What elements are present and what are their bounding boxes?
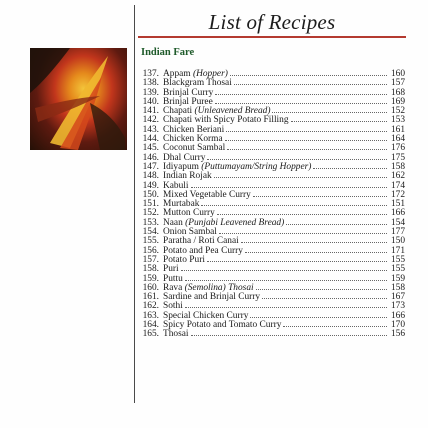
dot-leader [207,261,387,262]
recipe-number: 148. [142,171,159,182]
recipe-note: (Semolina) Thosai [184,282,254,293]
recipe-page-number: 154 [390,217,405,228]
recipe-number: 137. [142,69,159,79]
recipe-page-number: 176 [390,143,405,154]
recipe-number: 155. [142,236,159,247]
dot-leader [185,280,387,281]
recipe-title: Onion Sambal [163,227,217,238]
recipe-note: (Puttumayam/String Hopper) [201,161,312,172]
dot-leader [217,214,387,215]
recipe-title: Coconut Sambal [163,143,226,154]
dot-leader [250,317,387,318]
recipe-number: 159. [142,273,159,284]
recipe-title: Paratha / Roti Canai [163,236,239,247]
dot-leader [241,242,387,243]
recipe-page-number: 170 [390,320,405,331]
recipe-number: 140. [142,96,159,107]
recipe-page-number: 166 [390,208,405,219]
recipe-page-number: 157 [390,78,405,89]
recipe-number: 141. [142,106,159,117]
recipe-number: 153. [142,217,159,228]
recipe-number: 142. [142,115,159,126]
dot-leader [214,177,387,178]
recipe-number: 165. [142,329,159,340]
recipe-number: 139. [142,87,159,98]
recipe-title: Potato Puri [163,254,205,265]
recipe-title: Puttu [163,273,183,284]
recipe-title: Sothi [163,301,183,312]
recipe-page-number: 162 [390,171,405,182]
flower-photo [30,48,127,150]
recipe-page-number: 160 [390,69,405,79]
recipe-page-number: 159 [390,273,405,284]
recipe-page-number: 164 [390,134,405,145]
recipe-note: (Unleavened Bread) [194,106,271,117]
recipe-page-number: 156 [390,329,405,340]
recipe-number: 151. [142,199,159,210]
dot-leader [234,84,387,85]
dot-leader [191,335,387,336]
recipe-title: Potato and Pea Curry [163,245,243,256]
recipe-number: 152. [142,208,159,219]
dot-leader [230,75,387,76]
recipe-list [137,70,405,340]
dot-leader [207,159,387,160]
recipe-number: 154. [142,227,159,238]
recipe-title: Kabuli [163,180,189,191]
recipe-title: Puri [163,264,179,275]
dot-leader [215,103,387,104]
recipe-page-number: 173 [390,301,405,312]
dot-leader [191,187,387,188]
dot-leader [253,196,387,197]
recipe-title: Dhal Curry [163,152,206,163]
dot-leader [215,94,387,95]
recipe-title: Thosai [163,329,189,340]
recipe-page-number: 155 [390,264,405,275]
recipe-note: (Hopper) [192,69,228,79]
recipe-title: Murtabak [163,199,200,210]
recipe-number: 156. [142,245,159,256]
recipe-page-number: 174 [390,180,405,191]
dot-leader [219,233,387,234]
recipe-page-number: 152 [390,106,405,117]
recipe-title: Brinjal Curry [163,87,214,98]
recipe-page-number: 158 [390,161,405,172]
recipe-title: Chapati with Spicy Potato Filling [163,115,289,126]
recipe-page-number: 167 [390,292,405,303]
recipe-number: 162. [142,301,159,312]
recipe-page-number: 153 [390,115,405,126]
recipe-title: Brinjal Puree [163,96,213,107]
recipe-title: Chapati [163,106,193,117]
recipe-page-number: 155 [390,254,405,265]
recipe-title: Spicy Potato and Tomato Curry [163,320,282,331]
recipe-page-number: 171 [390,245,405,256]
dot-leader [291,121,387,122]
recipe-title: Rava [163,282,183,293]
recipe-name [163,330,189,339]
dot-leader [313,168,387,169]
recipe-number: 164. [142,320,159,331]
recipe-note: (Punjabi Leavened Bread) [185,217,285,228]
dot-leader [272,112,387,113]
recipe-title: Mutton Curry [163,208,215,219]
recipe-number: 158. [142,264,159,275]
dot-leader [286,224,387,225]
dot-leader [201,205,387,206]
recipe-page-number: 158 [390,282,405,293]
page-title: List of Recipes [208,10,336,34]
recipe-number: 146. [142,152,159,163]
recipe-number: 144. [142,134,159,145]
dot-leader [225,140,387,141]
recipe-entry [137,330,405,339]
recipe-page-number: 175 [390,152,405,163]
recipe-page-number: 151 [390,199,405,210]
dot-leader [283,326,387,327]
recipe-title: Sardine and Brinjal Curry [163,292,261,303]
recipe-title: Chicken Beriani [163,124,225,135]
recipe-title: Chicken Korma [163,134,223,145]
recipe-number: 138. [142,78,159,89]
dot-leader [181,270,387,271]
recipe-number: 150. [142,189,159,200]
recipe-title: Mixed Vegetable Curry [163,189,251,200]
recipe-title: Naan [163,217,183,228]
recipe-number: 143. [142,124,159,135]
recipe-title: Blackgram Thosai [163,78,232,89]
title-rule [138,36,406,38]
recipe-title: Indian Rojak [163,171,212,182]
recipe-number: 149. [142,180,159,191]
recipe-number: 160. [142,282,159,293]
dot-leader [185,307,387,308]
recipe-title: Special Chicken Curry [163,310,249,321]
recipe-page-number: 166 [390,310,405,321]
recipe-number: 163. [142,310,159,321]
dot-leader [227,149,387,150]
recipe-page-number: 177 [390,227,405,238]
dot-leader [226,131,387,132]
recipe-page-number: 172 [390,189,405,200]
recipe-page-number: 169 [390,96,405,107]
dot-leader [256,289,387,290]
recipe-number: 145. [142,143,159,154]
recipe-page-number: 150 [390,236,405,247]
flower-photo-art [30,48,127,150]
recipe-number: 161. [142,292,159,303]
column-divider [134,5,135,403]
section-heading: Indian Fare [141,47,195,58]
recipe-title: Appam [163,69,191,79]
recipe-title: Idiyapum [163,161,199,172]
recipe-page-number: 168 [390,87,405,98]
dot-leader [245,252,387,253]
dot-leader [262,298,387,299]
recipe-number: 147. [142,161,159,172]
recipe-page-number: 161 [390,124,405,135]
recipe-number: 157. [142,254,159,265]
